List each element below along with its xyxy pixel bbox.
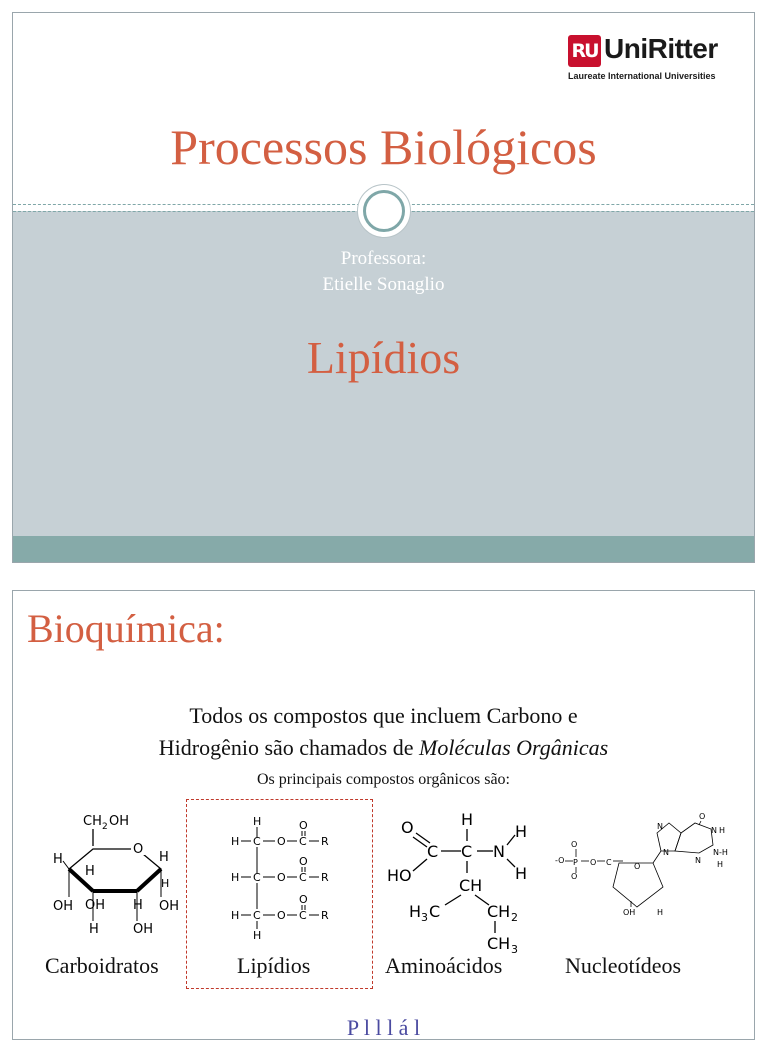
svg-text:OH: OH <box>159 899 180 914</box>
svg-text:O: O <box>277 835 286 848</box>
slide-heading: Bioquímica: <box>27 606 225 651</box>
svg-text:C: C <box>299 871 307 884</box>
svg-text:H: H <box>515 822 528 841</box>
svg-text:H: H <box>85 864 95 879</box>
carbohydrate-structure-icon <box>49 811 189 941</box>
svg-text:CH: CH <box>459 876 483 895</box>
svg-text:C: C <box>429 902 441 921</box>
svg-text:3: 3 <box>421 911 428 924</box>
svg-text:C: C <box>606 858 612 867</box>
divider-ring-icon <box>363 190 405 232</box>
svg-text:N: N <box>711 826 717 835</box>
logo-mark: RU <box>568 35 601 67</box>
svg-text:H: H <box>89 922 99 937</box>
svg-text:H: H <box>657 908 664 917</box>
svg-text:O: O <box>133 842 144 857</box>
svg-text:OH: OH <box>85 898 106 913</box>
logo-name: UniRitter <box>604 33 718 64</box>
svg-text:N: N <box>493 842 505 861</box>
svg-text:O: O <box>634 862 641 871</box>
svg-text:CH: CH <box>487 934 511 953</box>
svg-text:O: O <box>699 812 706 821</box>
svg-text:C: C <box>253 909 261 922</box>
svg-text:O: O <box>277 871 286 884</box>
svg-text:R: R <box>321 835 329 848</box>
svg-text:N-H: N-H <box>713 848 728 857</box>
svg-text:H: H <box>231 835 240 848</box>
svg-text:-O: -O <box>555 856 565 865</box>
svg-text:O: O <box>590 858 597 867</box>
svg-text:CH: CH <box>83 814 102 829</box>
svg-text:OH: OH <box>133 922 154 937</box>
title-slide <box>12 12 755 563</box>
svg-text:HO: HO <box>387 866 412 885</box>
svg-text:O: O <box>299 893 308 906</box>
slide-subtitle: Lipídios <box>306 332 461 383</box>
svg-text:O: O <box>277 909 286 922</box>
slide-title: Processos Biológicos <box>170 119 597 175</box>
professor-name: Etielle Sonaglio <box>322 274 445 295</box>
svg-text:O: O <box>299 819 308 832</box>
svg-text:OH: OH <box>109 814 130 829</box>
svg-text:H: H <box>253 929 262 941</box>
svg-text:H: H <box>53 852 63 867</box>
logo-tagline: Laureate International Universities <box>568 71 716 81</box>
svg-text:N: N <box>657 822 663 831</box>
svg-text:H: H <box>717 860 724 869</box>
svg-text:C: C <box>427 842 439 861</box>
svg-text:H: H <box>515 864 528 883</box>
uniritter-logo <box>568 33 738 83</box>
content-slide <box>12 590 755 1040</box>
nucleotide-structure-icon <box>553 811 728 931</box>
svg-text:C: C <box>299 909 307 922</box>
svg-text:H: H <box>159 850 169 865</box>
lipid-structure-icon <box>223 811 343 941</box>
amino-acid-structure-icon <box>383 811 533 956</box>
svg-text:O: O <box>571 872 578 881</box>
compound-label-carbohydrates: Carboidratos <box>45 953 159 978</box>
svg-text:2: 2 <box>102 822 108 832</box>
footer-bar <box>13 536 754 562</box>
cut-off-text: P l l l á l <box>346 1015 421 1040</box>
svg-text:R: R <box>321 909 329 922</box>
svg-text:H: H <box>133 898 143 913</box>
intro-line-3: Os principais compostos orgânicos são: <box>256 771 510 788</box>
svg-text:N: N <box>695 856 701 865</box>
svg-text:H: H <box>231 909 240 922</box>
svg-text:O: O <box>299 855 308 868</box>
svg-text:H: H <box>231 871 240 884</box>
svg-text:H: H <box>719 826 726 835</box>
svg-text:O: O <box>401 818 414 837</box>
svg-text:R: R <box>321 871 329 884</box>
intro-line-2-emphasis: Moléculas Orgânicas <box>419 735 609 760</box>
svg-text:P: P <box>573 858 578 867</box>
svg-text:CH: CH <box>487 902 511 921</box>
svg-text:OH: OH <box>53 899 74 914</box>
svg-text:2: 2 <box>511 911 518 924</box>
svg-text:H: H <box>409 902 422 921</box>
intro-line-1: Todos os compostos que incluem Carbono e <box>189 703 578 728</box>
svg-text:O: O <box>571 840 578 849</box>
compound-label-lipids: Lipídios <box>237 953 311 978</box>
svg-text:H: H <box>161 877 170 890</box>
svg-text:C: C <box>253 835 261 848</box>
intro-line-2-text: Hidrogênio são chamados de <box>158 735 420 760</box>
svg-text:N: N <box>663 848 669 857</box>
professor-label: Professora: <box>340 248 427 269</box>
compound-label-nucleotides: Nucleotídeos <box>565 953 682 978</box>
svg-text:C: C <box>461 842 473 861</box>
svg-text:3: 3 <box>511 943 518 956</box>
svg-text:H: H <box>461 811 474 829</box>
intro-line-2 <box>13 735 754 761</box>
svg-text:C: C <box>299 835 307 848</box>
svg-text:H: H <box>253 815 262 828</box>
svg-text:OH: OH <box>623 908 636 917</box>
svg-text:C: C <box>253 871 261 884</box>
compound-label-amino-acids: Aminoácidos <box>385 953 503 978</box>
